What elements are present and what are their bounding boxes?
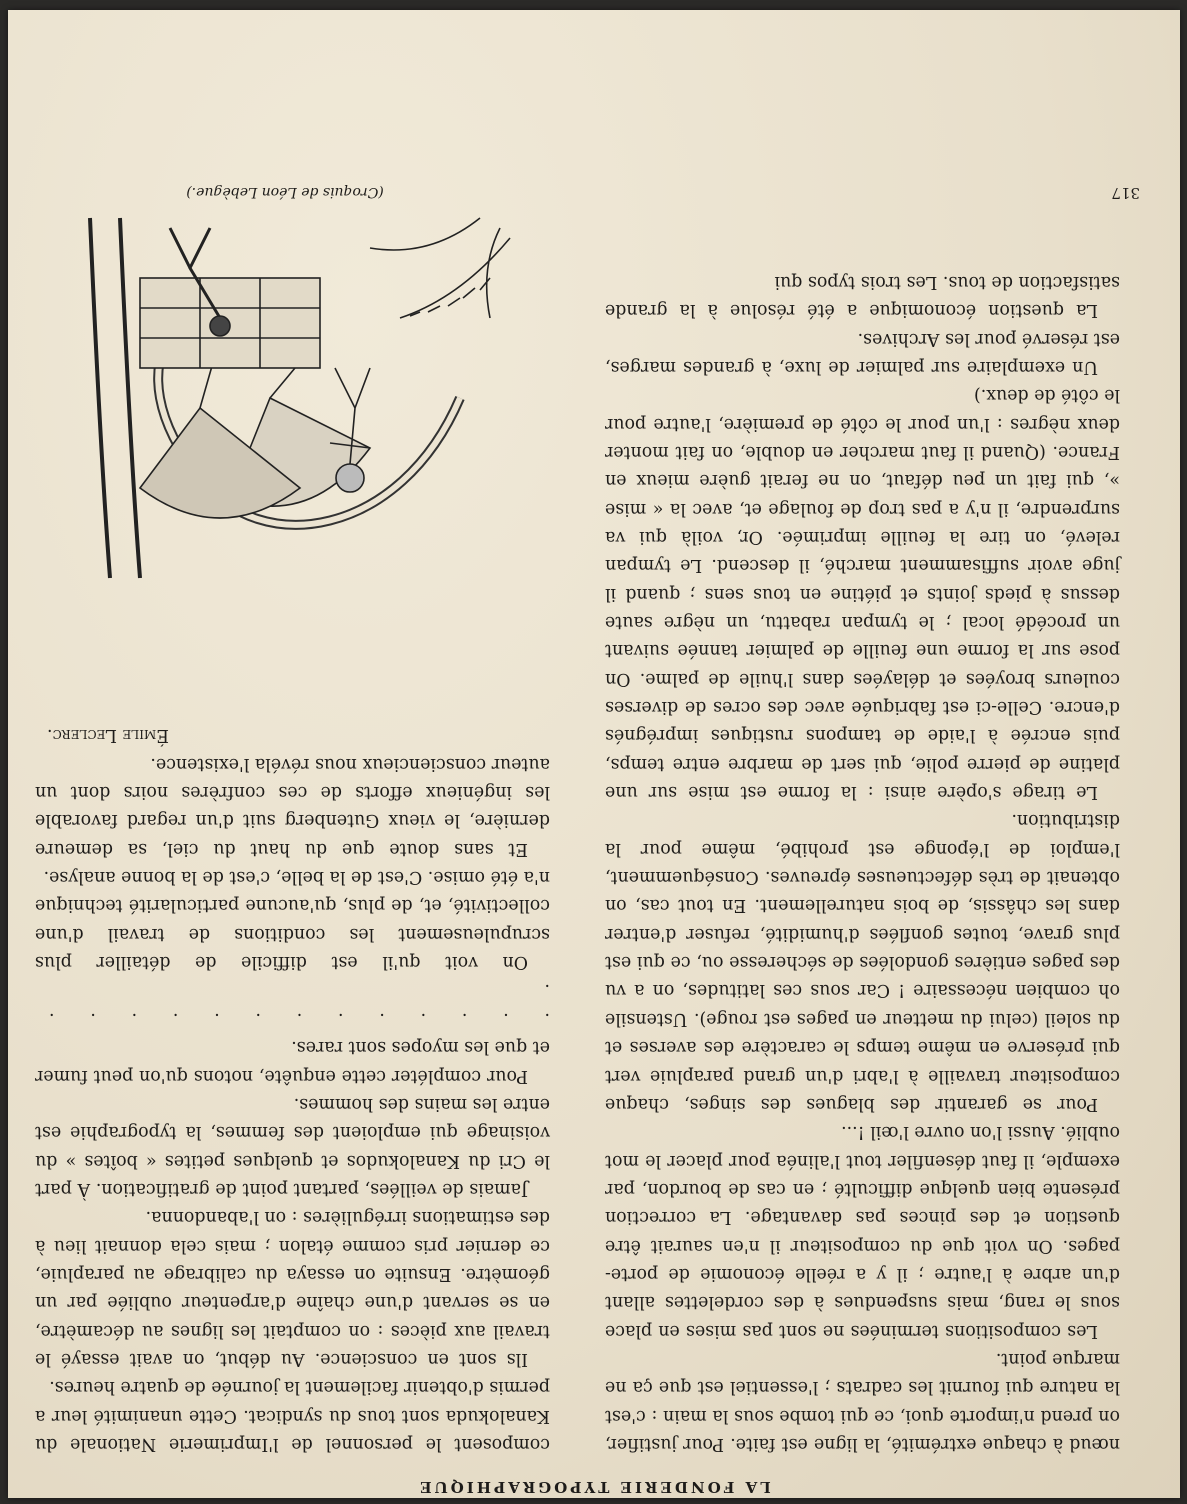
paragraph: Jamais de veillées, partant point de gratification. À part le Cri du Kanalokudos et quelques petites « boîtes » du voisinage qui emploient des femmes, la typographie est entre les mains des hommes. [35, 1093, 550, 1199]
paragraph: Un exemplaire sur palmier de luxe, à grandes marges, est réservé pour les Archives. [605, 328, 1120, 377]
ellipsis-row: . . . . . . . . . . . . . . [35, 980, 550, 1029]
author-signature: Émile Leclerc. [47, 725, 169, 746]
paragraph: Le tirage s'opère ainsi : la forme est mise sur une platine de pierre polie, qui sert de marbre entre temps, puis encrée à l'aide de tampons rustiques imprégnés d'encre. Celle-ci est fabriquée avec des ocres de diverses couleurs broyées et délayées dans l'huile de palme. On pose sur la forme une feuille de palmier tannée suivant un procédé local ; le tympan rabattu, un nègre saute dessus à pieds joints et piétine en tous sens ; quand il juge avoir suffisamment marché, il descend. Le tympan relevé, on tire la feuille imprimée. Or, voilà qui va surprendre, il n'y a pas trop de foulage et, avec la « mise », qui fait un peu défaut, on ne ferait guère mieux en France. (Quand il faut marcher en double, on fait monter deux nègres : l'un pour le côté de première, l'autre pour le côté de deux.) [605, 385, 1120, 803]
paragraph: Et sans doute que du haut du ciel, sa demeure dernière, le vieux Gutenberg suit d'un regard favorable les ingénieux efforts de ces confrères noirs dont un auteur consciencieux nous révéla l'existence. [35, 753, 550, 859]
figure-caption: (Croquis de Léon Lebègue.) [186, 184, 384, 200]
illustration [50, 184, 520, 698]
running-head: LA FONDERIE TYPOGRAPHIQUE [417, 1478, 771, 1496]
paper-sheet [8, 10, 1180, 1498]
right-column [35, 721, 550, 1458]
printed-page-rotated [8, 10, 1180, 1498]
paragraph: Pour compléter cette enquête, notons qu'on peut fumer et que les myopes sont rares. [35, 1037, 550, 1086]
sketch-drawing [50, 208, 520, 698]
paragraph: nœud à chaque extrémité, la ligne est faite. Pour justifier, on prend n'importe quoi, ce qui tombe sous la main : c'est la nature qui fournit les cadrats ; l'essentiel est que ça ne marque point. [605, 1348, 1120, 1454]
paragraph: Les compositions terminées ne sont pas mises en place sous le rang, mais suspendues à des cordelettes allant d'un arbre à l'autre ; il y a réelle économie de porte-pages. On voit que du compositeur il n'en saurait être question et des pinces pas davantage. La correction présente bien quelque difficulté ; en cas de bourdon, par exemple, il faut désenfiler tout l'alinéa pour placer le mot oublié. Aussi l'on ouvre l'œil !... [605, 1122, 1120, 1341]
paragraph: Pour se garantir des blagues des singes, chaque compositeur travaille à l'abri d'un grand parapluie vert qui préserve en même temps le caractère des averses et du soleil (celui du metteur en pages est rouge). Ustensile oh combien nécessaire ! Car sous ces latitudes, on a vu des pages entières gondolées de sécheresse ou, ce qui est plus grave, toutes gonflées d'humidité, refuser d'entrer dans les châssis, de bois naturellement. En tout cas, on obtenait de très défectueuses épreuves. Conséquemment, l'emploi de l'éponge est prohibé, même pour la distribution. [605, 810, 1120, 1114]
paragraph: composent le personnel de l'Imprimerie Nationale du Kanalokuda sont tous du syndicat. Cette unanimité leur a permis d'obtenir facilement la journée de quatre heures. [35, 1377, 550, 1454]
left-column [605, 268, 1120, 1458]
paragraph: Ils sont en conscience. Au début, on avait essayé le travail aux pièces : on comptait les lignes au décamètre, en se servant d'une chaîne d'arpenteur oubliée par un géomètre. Ensuite on essaya du calibrage au parapluie, ce dernier pris comme étalon ; mais cela donnait lieu à des estimations irrégulières : on l'abandonna. [35, 1207, 550, 1369]
paragraph: La question économique a été résolue à la grande satisfaction de tous. Les trois typos qui [605, 271, 1120, 321]
paragraph: On voit qu'il est difficile de détailler plus scrupuleusement les conditions de travail d'une collectivité, et, de plus, qu'aucune particularité technique n'a été omise. C'est de la belle, c'est de la bonne analyse. [35, 867, 550, 973]
page-number: 317 [1111, 184, 1140, 202]
